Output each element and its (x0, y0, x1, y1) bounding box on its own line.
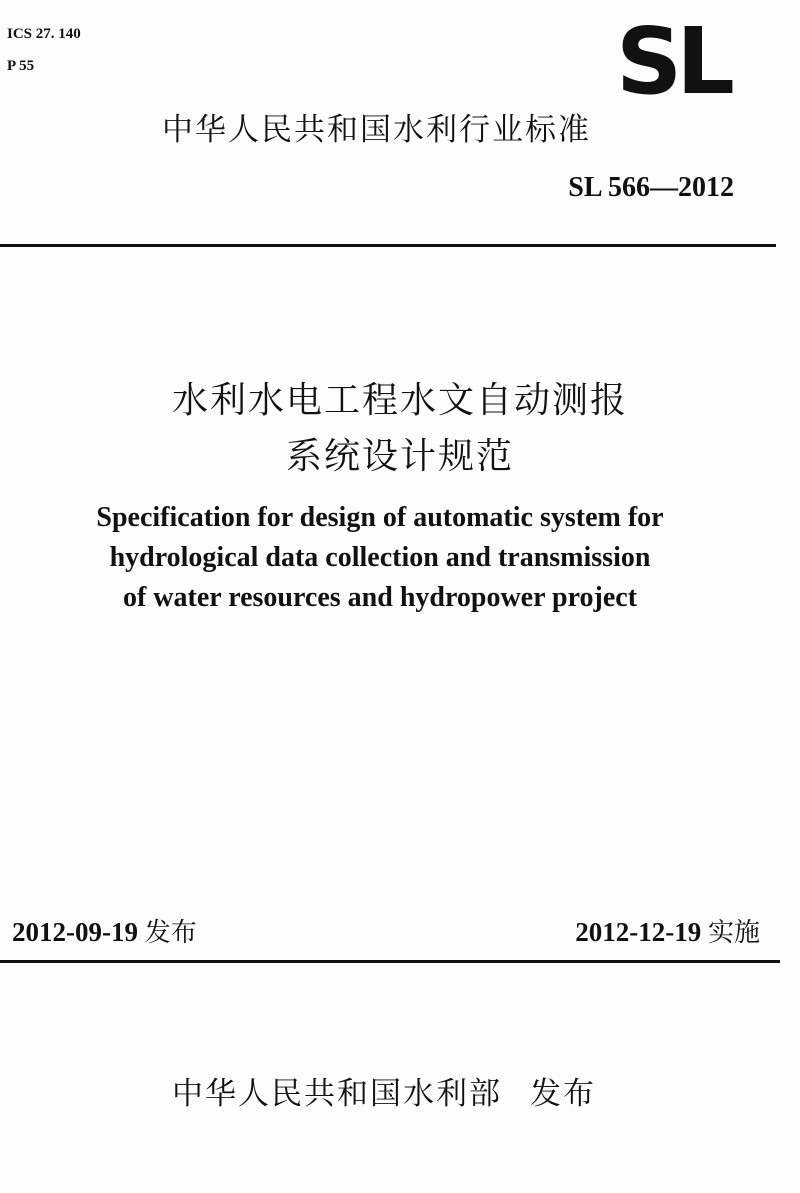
implement-date: 2012-12-19 (575, 917, 702, 947)
english-title-line-1: Specification for design of automatic system for (96, 502, 664, 533)
bottom-divider (0, 960, 780, 963)
english-title-line-2: hydrological data collection and transmission (109, 542, 651, 573)
ics-code: ICS 27. 140 (7, 26, 81, 42)
publish-date: 2012-09-19 (12, 917, 138, 947)
issuer-label: 发布 (530, 1076, 596, 1112)
implement-date-line (575, 912, 760, 949)
implement-label: 实施 (707, 918, 760, 948)
issuer-line (172, 1068, 596, 1113)
standard-code: SL 566—2012 (568, 172, 734, 203)
english-title (0, 498, 760, 618)
classification-code: P 55 (7, 58, 35, 74)
chinese-title-line-1: 水利水电工程水文自动测报 (171, 380, 628, 421)
standard-category: 中华人民共和国水利行业标准 (162, 112, 591, 148)
publish-date-line (12, 912, 197, 949)
publish-label: 发布 (144, 918, 197, 948)
english-title-line-3: of water resources and hydropower project (122, 582, 638, 613)
top-divider (0, 244, 776, 247)
sl-logo: SL (616, 8, 729, 115)
issuer-name: 中华人民共和国水利部 (172, 1076, 502, 1112)
chinese-title-line-2: 系统设计规范 (285, 436, 514, 477)
